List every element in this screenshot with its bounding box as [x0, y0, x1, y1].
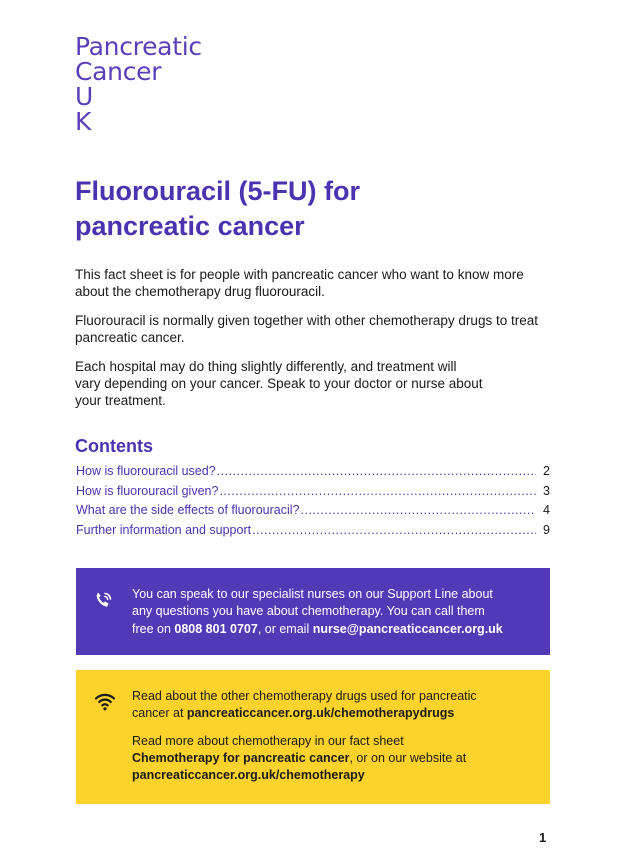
logo-line-2: Cancer: [75, 57, 162, 86]
intro-text: [75, 266, 555, 421]
toc-item-further-info[interactable]: [76, 523, 550, 543]
title-line-1: Fluorouracil (5-FU) for: [75, 176, 360, 206]
logo-line-1: Pancreatic: [75, 32, 202, 61]
toc-item-page: 3: [543, 483, 550, 498]
toc-item-how-used[interactable]: [76, 464, 550, 484]
table-of-contents: [76, 464, 550, 542]
further-reading-website-text: , or on our website at: [349, 751, 467, 765]
phone-icon: [91, 589, 115, 613]
toc-item-label[interactable]: How is fluorouracil used?: [76, 464, 216, 478]
support-text-line-1: You can speak to our specialist nurses on our Support Line about: [132, 587, 493, 601]
chemotherapy-drugs-link[interactable]: pancreaticcancer.org.uk/chemotherapydrugs: [186, 706, 455, 720]
chemotherapy-website-link[interactable]: pancreaticcancer.org.uk/chemotherapy: [132, 768, 365, 782]
toc-dot-leader: [252, 523, 536, 537]
support-line-callout: [76, 568, 550, 655]
further-reading-paragraph-2: [132, 733, 532, 784]
logo-line-3: U: [75, 82, 93, 111]
further-reading-cancer-at: cancer at: [132, 706, 187, 720]
support-line-text: [132, 586, 532, 638]
page-number: 1: [539, 830, 547, 845]
further-reading-line-3: Read more about chemotherapy in our fact sheet: [132, 734, 404, 748]
toc-item-how-given[interactable]: [76, 484, 550, 504]
toc-item-page: 4: [543, 503, 550, 517]
intro-paragraph-3-line-3: your treatment.: [75, 393, 166, 408]
toc-dot-leader: [219, 484, 536, 498]
further-reading-callout: [76, 670, 550, 804]
toc-item-label[interactable]: Further information and support: [76, 522, 252, 537]
support-phone-number[interactable]: 0808 801 0707: [174, 621, 258, 636]
toc-dot-leader: [217, 464, 536, 478]
contents-heading: Contents: [75, 436, 153, 456]
intro-paragraph-3-line-1: Each hospital may do thing slightly differently, and treatment will: [75, 359, 457, 374]
support-text-free-on: free on: [132, 621, 175, 636]
intro-paragraph-3-line-2: vary depending on your cancer. Speak to your doctor or nurse about: [75, 376, 483, 391]
intro-paragraph-3: [75, 358, 555, 409]
support-text-or-email: , or email: [257, 621, 313, 636]
title-line-2: pancreatic cancer: [75, 211, 305, 241]
toc-dot-leader: [301, 503, 537, 517]
toc-item-side-effects[interactable]: [76, 503, 550, 523]
wifi-icon: [94, 690, 116, 712]
further-reading-paragraph-1: [132, 688, 532, 722]
toc-item-page: 2: [543, 464, 550, 478]
toc-item-label[interactable]: What are the side effects of fluorouracil?: [76, 503, 300, 517]
support-email-link[interactable]: nurse@pancreaticcancer.org.uk: [312, 621, 503, 636]
intro-paragraph-1: This fact sheet is for people with pancreatic cancer who want to know more about the chemotherapy drug fluorouracil.: [75, 267, 524, 299]
logo-line-4: K: [75, 107, 92, 136]
intro-paragraph-2: Fluorouracil is normally given together with other chemotherapy drugs to treat pancreatic cancer.: [75, 313, 538, 345]
page-title: [75, 174, 545, 244]
toc-item-label[interactable]: How is fluorouracil given?: [76, 483, 219, 498]
toc-item-page: 9: [543, 522, 550, 537]
support-text-line-2: any questions you have about chemotherapy. You can call them: [132, 604, 485, 619]
logo: [75, 34, 202, 134]
further-reading-line-1: Read about the other chemotherapy drugs used for pancreatic: [132, 689, 477, 703]
chemotherapy-fact-sheet-title[interactable]: Chemotherapy for pancreatic cancer: [132, 751, 350, 765]
